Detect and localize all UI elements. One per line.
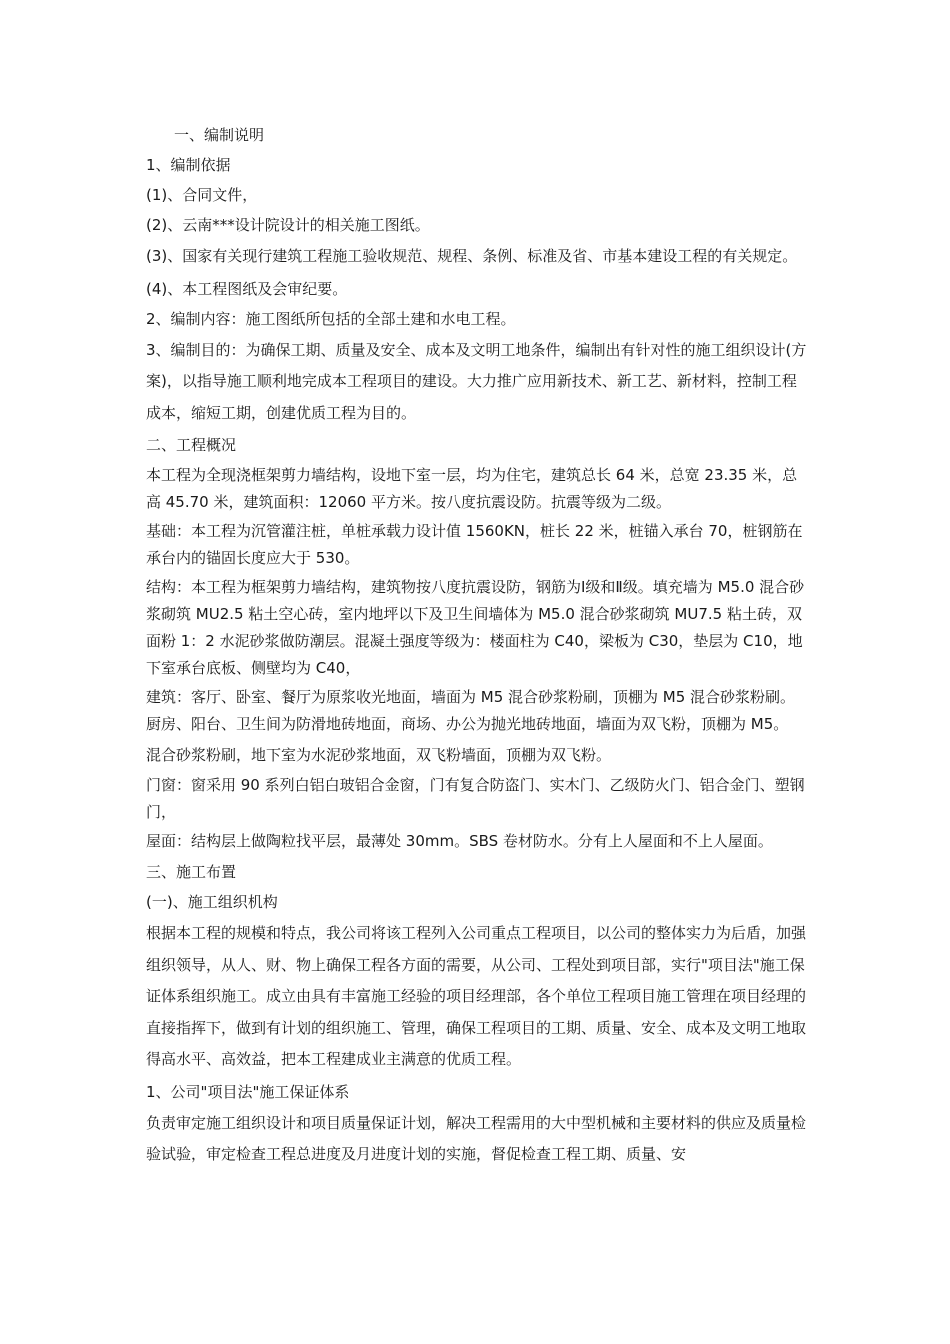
paragraph: 屋面：结构层上做陶粒找平层，最薄处 30mm。SBS 卷材防水。分有上人屋面和不上人屋面。 — [146, 832, 773, 850]
paragraph: 2、编制内容：施工图纸所包括的全部土建和水电工程。 — [146, 309, 516, 328]
paragraph: (1)、合同文件， — [146, 186, 258, 204]
paragraph: 建筑：客厅、卧室、餐厅为原浆收光地面，墙面为 M5 混合砂浆粉刷，顶棚为 M5 混合砂浆粉刷。厨房、阳台、卫生间为防滑地砖地面，商场、办公为抛光地砖地面，墙面为双飞粉，顶棚为 M5。 — [146, 688, 796, 733]
subheading-organization: (一)、施工组织机构 — [146, 893, 278, 911]
paragraph: 根据本工程的规模和特点，我公司将该工程列入公司重点工程项目，以公司的整体实力为后盾，加强组织领导，从人、财、物上确保工程各方面的需要，从公司、工程处到项目部，实行"项目法"施工保证体系组织施工。成立由具有丰富施工经验的项目经理部，各个单位工程项目施工管理在项目经理的直接指挥下，做到有计划的组织施工、管理，确保工程项目的工期、质量、安全、成本及文明工地取得高水平、高效益，把本工程建成业主满意的优质工程。 — [146, 924, 807, 1068]
section-heading-2: 二、工程概况 — [146, 436, 237, 454]
paragraph: 基础：本工程为沉管灌注桩，单桩承载力设计值 1560KN，桩长 22 米，桩锚入承台 70，桩钢筋在承台内的锚固长度应大于 530。 — [146, 522, 803, 567]
section-heading-3: 三、施工布置 — [146, 863, 237, 881]
paragraph: (2)、云南***设计院设计的相关施工图纸。 — [146, 216, 430, 234]
paragraph: (4)、本工程图纸及会审纪要。 — [146, 279, 348, 298]
paragraph: (3)、国家有关现行建筑工程施工验收规范、规程、条例、标准及省、市基本建设工程的有关规定。 — [146, 247, 798, 265]
paragraph: 3、编制目的：为确保工期、质量及安全、成本及文明工地条件，编制出有针对性的施工组织设计(方案)，以指导施工顺利地完成本工程项目的建设。大力推广应用新技术、新工艺、新材料，控制工程成本，缩短工期，创建优质工程为目的。 — [146, 340, 807, 422]
subheading-basis: 1、编制依据 — [146, 156, 231, 174]
paragraph: 结构：本工程为框架剪力墙结构，建筑物按八度抗震设防，钢筋为Ⅰ级和Ⅱ级。填充墙为 M5.0 混合砂浆砌筑 MU2.5 粘土空心砖，室内地坪以下及卫生间墙体为 M5.0 混合砂浆砌筑 MU7.5 粘土砖，双面粉 1：2 水泥砂浆做防潮层。混凝土强度等级为：楼面柱为 C40，梁板为 C30，垫层为 C10，地下室承台底板、侧壁均为 C40， — [146, 578, 805, 677]
paragraph: 门窗：窗采用 90 系列白铝白玻铝合金窗，门有复合防盗门、实木门、乙级防火门、铝合金门、塑钢门， — [146, 776, 805, 821]
document-body — [146, 120, 810, 1172]
section-heading-1: 一、编制说明 — [174, 126, 265, 144]
paragraph: 混合砂浆粉刷，地下室为水泥砂浆地面，双飞粉墙面，顶棚为双飞粉。 — [146, 746, 612, 764]
paragraph: 本工程为全现浇框架剪力墙结构，设地下室一层，均为住宅，建筑总长 64 米，总宽 23.35 米，总高 45.70 米，建筑面积：12060 平方米。按八度抗震设防。抗震等级为二级。 — [146, 466, 798, 511]
paragraph: 负责审定施工组织设计和项目质量保证计划，解决工程需用的大中型机械和主要材料的供应及质量检验试验，审定检查工程总进度及月进度计划的实施，督促检查工程工期、质量、安 — [146, 1113, 807, 1163]
subheading-system: 1、公司"项目法"施工保证体系 — [146, 1082, 350, 1101]
